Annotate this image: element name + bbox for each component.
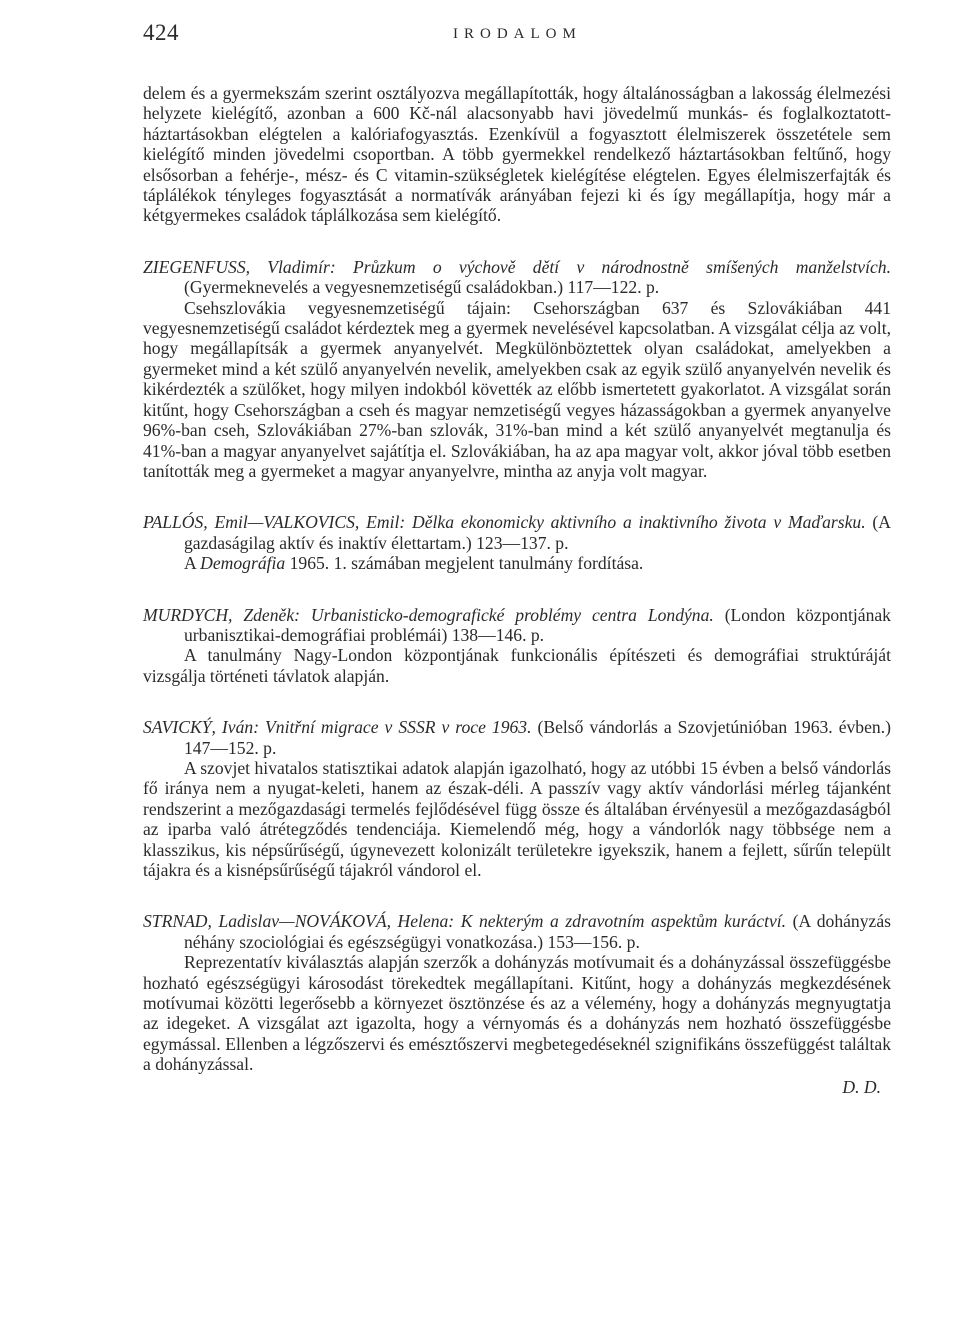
entry-heading-pallos (143, 512, 891, 553)
page-header (143, 20, 891, 50)
entry-translation: (London központjának urbanisztikai-demográfiai problémái) 138—146. p. (184, 604, 891, 645)
entry-author: ZIEGENFUSS, Vladimír: (143, 256, 336, 277)
entry-translation: (A gazdaságilag aktív és inaktív élettartam.) 123—137. p. (184, 512, 891, 553)
page-number: 424 (143, 20, 179, 45)
entry-body-savicky: A szovjet hivatalos statisztikai adatok alapján igazolható, hogy az utóbbi 15 évben a belső vándorlás fő iránya nem a nyugat-keleti, hanem az észak-déli. A passzív vagy aktív vándorlási mérleg tájanként rendszerint a mezőgazdasági termelés fejlődésével függ össze és általában érvényesül a mezőgazdaságból az iparba való átrétegződés tendenciája. Kiemelendő még, hogy a vándorlók nagy többsége nem a klasszikus, kis népsűrűségű, úgynevezett kolonizált területekre igyekszik, hanem a fejlett, sűrűn települt tájakra és a kisnépsűrűségű tájakról vándorol el. (143, 757, 891, 880)
entry-title: Urbanisticko-demografické problémy centra Londýna. (310, 604, 714, 625)
author-signature: D. D. (842, 1076, 881, 1097)
body-text: A (184, 553, 196, 574)
entry-body-strnad: Reprezentatív kiválasztás alapján szerzők a dohányzás motívumait és a dohányzással összefüggésbe hozható egészségügyi károsodást törekedtek megállapítani. Kitűnt, hogy a dohányzás megkezdésének motívumai közötti legerősebb a környezet ösztönzése és az a vélemény, hogy a dohányzás megnyugtatja az idegeket. A vizsgálat azt igazolta, hogy a vérnyomás és a dohányzás nem hozható összefüggésbe egymással. Ellenben a légzőszervi és emésztőszervi megbetegedéseknél szignifikáns összefüggést találtak a dohányzással. (143, 952, 891, 1075)
entry-author: SAVICKÝ, Iván: (143, 717, 260, 738)
page-content (143, 83, 891, 1097)
entry-title: Průzkum o výchově dětí v národnostně smíšených manželstvích. (353, 256, 891, 277)
entry-title: Vnitřní migrace v SSSR v roce 1963. (265, 717, 532, 738)
entry-heading-ziegenfuss (143, 257, 891, 298)
entry-heading-savicky (143, 717, 891, 758)
entry-heading-murdych (143, 605, 891, 646)
entry-author: STRNAD, Ladislav—NOVÁKOVÁ, Helena: (143, 911, 455, 932)
entry-translation: (Gyermeknevelés a vegyesnemzetiségű családokban.) 117—122. p. (184, 277, 660, 298)
entry-heading-strnad (143, 911, 891, 952)
entry-body-ziegenfuss: Csehszlovákia vegyesnemzetiségű tájain: Csehországban 637 és Szlovákiában 441 vegyesnemzetiségű családot kérdeztek meg a gyermek nevelésével kapcsolatban. A vizsgálat célja az volt, hogy megállapítsák a gyermek anyanyelvét. Megkülönböztettek olyan családokat, amelyekben a gyermeket mind a két szülő anyanyelvén nevelik, amelyekben csak az egyik szülő anyanyelvén nevelik és kikérdezték a szülőket, hogy milyen indokból követték az előbb ismertetett gyakorlatot. A vizsgálat során kitűnt, hogy Csehországban a cseh és magyar nemzetiségű vegyes házasságokban a gyermek anyanyelve 96%-ban cseh, Szlovákiában 27%-ban szlovák, 31%-ban mind a két szülő anyanyelvét megtanulja és 41%-ban a magyar anyanyelvet sajátítja el. Szlovákiában, ha az apa magyar volt, akkor jóval több esetben tanították meg a gyermeket a magyar anyanyelvre, mintha az anyja volt magyar. (143, 297, 891, 481)
running-head: IRODALOM (453, 26, 582, 42)
body-text: 1965. 1. számában megjelent tanulmány fordítása. (289, 553, 644, 574)
entry-title: Dělka ekonomicky aktivního a inaktivního života v Maďarsku. (412, 512, 866, 533)
journal-name: Demográfia (200, 553, 286, 574)
entry-body-murdych: A tanulmány Nagy-London központjának funkcionális építészeti és demográfiai struktúráját vizsgálja történeti távlatok alapján. (143, 645, 891, 686)
entry-title: K nekterým a zdravotním aspektům kuráctví. (460, 911, 787, 932)
entry-translation: (A dohányzás néhány szociológiai és egészségügyi vonatkozása.) 153—156. p. (184, 911, 891, 952)
continuation-paragraph: delem és a gyermekszám szerint osztályozva megállapították, hogy általánosságban a lakosság élelmezési helyzete kielégítő, azonban a 600 Kč-nál alacsonyabb havi jövedelmű munkás- és foglalkoztatott-háztartásokban elégtelen a kalóriafogyasztás. Ezenkívül a fogyasztott élelmiszerek összetétele sem kielégítő minden jövedelmi csoportban. A több gyermekkel rendelkező háztartásokban feltűnő, hogy elsősorban a fehérje-, mész- és C vitamin-szükségletek kielégítése elégtelen. Egyes élelmiszerfajták és táplálékok tényleges fogyasztását a normatívák arányában fejezi ki és így megállapítja, hogy már a kétgyermekes családok táplálkozása sem kielégítő. (143, 83, 891, 226)
entry-author: MURDYCH, Zdeněk: (143, 604, 300, 625)
entry-body-pallos (143, 553, 891, 573)
entry-translation: (Belső vándorlás a Szovjetúnióban 1963. évben.) 147—152. p. (184, 717, 891, 758)
entry-author: PALLÓS, Emil—VALKOVICS, Emil: (143, 512, 406, 533)
